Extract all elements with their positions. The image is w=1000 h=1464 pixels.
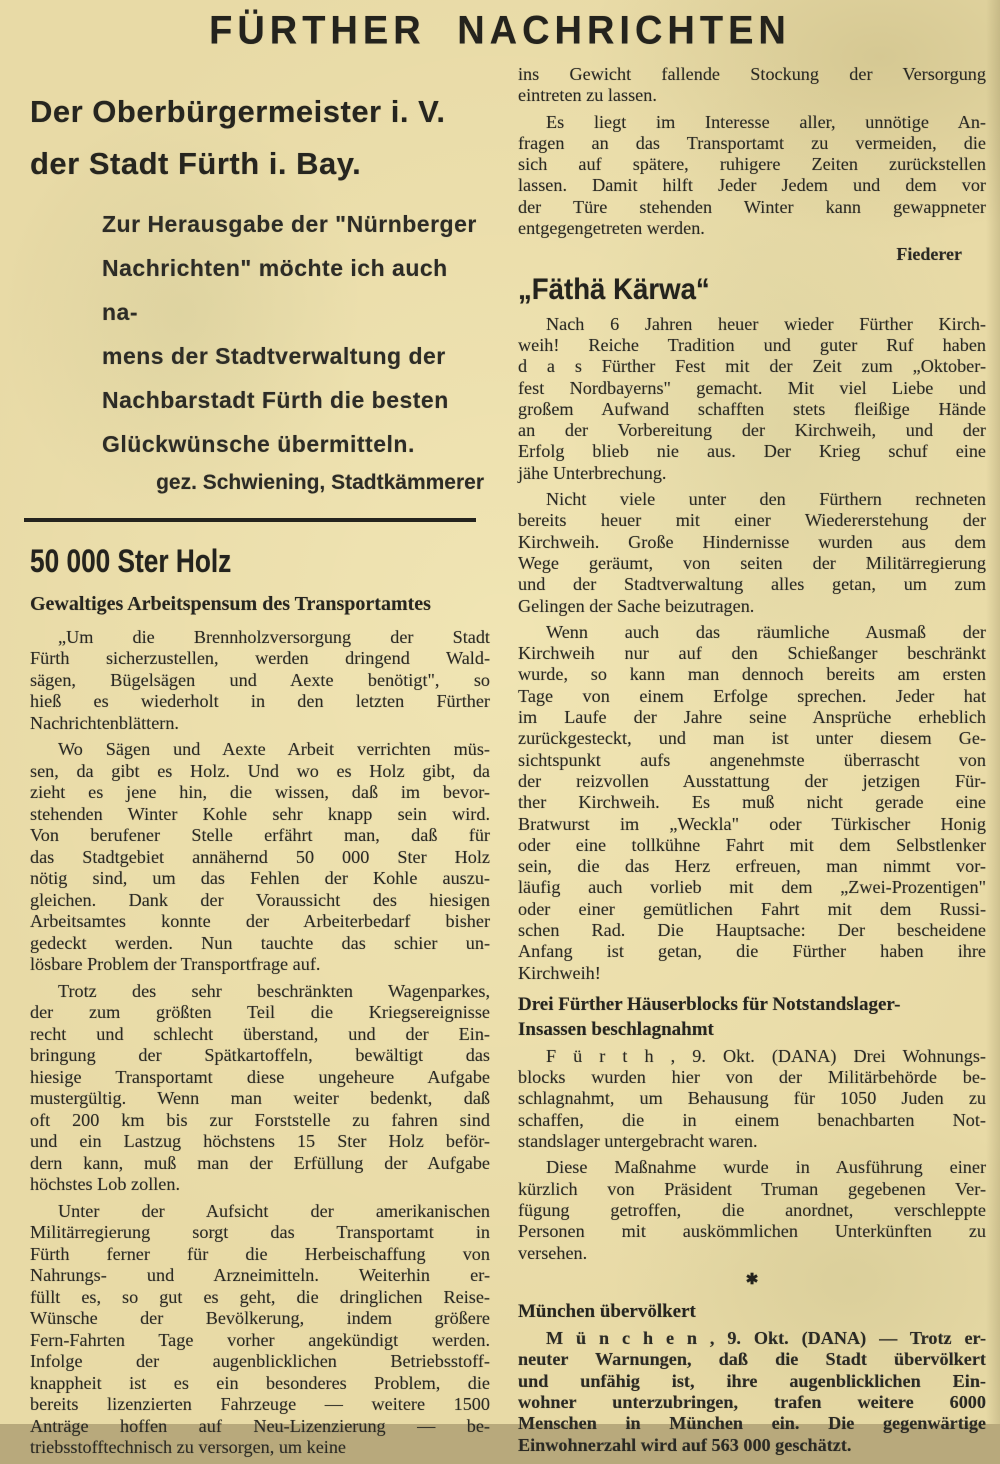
muenchen-article-body [518, 1328, 986, 1456]
text-line: wurde, so kann man dennoch bereits am ersten [518, 664, 986, 685]
text-line: Gelingen der Sache beizutragen. [518, 595, 755, 616]
text-line: neuter Warnungen, daß die Stadt übervölkert [518, 1349, 986, 1370]
text-line: schaffen, die in einem benachbarten Not- [518, 1109, 986, 1130]
text-line: ther Kirchweih. Es muß nicht gerade eine [518, 792, 986, 813]
text-line: Nahrungs- und Arzneimitteln. Weiterhin er- [30, 1265, 490, 1285]
text-line: bereits lizenzierten Fahrzeuge — weitere 1500 [30, 1394, 490, 1414]
text-line: kürzlich von Präsident Truman gegebenen Ver- [518, 1178, 986, 1199]
text-line: Nach 6 Jahren heuer wieder Fürther Kirch- [546, 313, 986, 334]
paragraph [30, 981, 490, 1196]
text-line: M ü n c h e n , 9. Okt. (DANA) — Trotz er- [546, 1328, 986, 1349]
text-line: hiesige Transportamt diese ungeheure Aufgabe [30, 1066, 490, 1087]
text-line: Personen mit auskömmlichen Unterkünften zu [518, 1221, 986, 1242]
text-line: mustergültig. Wenn man weiter bedenkt, daß [30, 1088, 490, 1108]
text-line: Der Oberbürgermeister i. V. [30, 94, 446, 129]
text-line: ins Gewicht fallende Stockung der Versorgung [518, 64, 986, 84]
text-line: Kirchweih. Große Hindernisse wurden aus dem [518, 531, 986, 552]
text-line: dern kann, muß man der Erfüllung der Aufgabe [30, 1152, 490, 1173]
text-line: Insassen beschlagnahmt [518, 1018, 714, 1040]
text-line: fügung getroffen, die anordnet, verschleppte [518, 1199, 986, 1220]
text-line: stehenden Winter Kohle sehr knapp sein wird. [30, 803, 490, 824]
text-line: knappheit ist es ein besonderes Problem, die [30, 1372, 490, 1393]
text-line: Diese Maßnahme wurde in Ausführung einer [546, 1157, 986, 1178]
text-line: Glückwünsche übermitteln. [102, 431, 415, 457]
section-divider-rule [24, 518, 476, 522]
text-line: Arbeitsamtes konnte der Arbeiterbedarf bisher [30, 911, 490, 931]
text-line: Es liegt im Interesse aller, unnötige An- [546, 111, 986, 132]
text-line: Anfang ist getan, die Fürther haben ihre [518, 941, 986, 962]
text-line: läufig auch vorlieb mit dem „Zwei-Prozentigen" [518, 877, 986, 898]
text-line: Einwohnerzahl wird auf 563 000 geschätzt. [518, 1434, 852, 1455]
paragraph [30, 1201, 490, 1459]
text-line: Infolge der augenblicklichen Betriebsstoff- [30, 1351, 490, 1371]
proclamation-message [30, 202, 490, 466]
haeuserblocks-subheadline [518, 992, 986, 1042]
transport-article-signature: Fiederer [896, 244, 962, 265]
paragraph [518, 112, 986, 240]
text-line: blocks wurden hier von der Militärbehörde be- [518, 1067, 986, 1088]
masthead-title: FÜRTHER NACHRICHTEN [209, 9, 791, 53]
text-line: oft 200 km bis zur Forststelle zu fahren sind [30, 1109, 490, 1130]
text-line: oder einer gemütlichen Fahrt mit dem Russi- [518, 898, 986, 919]
paragraph [30, 627, 490, 735]
transport-continuation-body [518, 64, 986, 239]
paragraph [518, 1157, 986, 1263]
text-line: zurückgesteckt, und man ist unter diesem Ge- [518, 728, 986, 749]
text-line: fest Nordbayerns" gemacht. Mit viel Liebe und [518, 377, 986, 398]
proclamation-signature: gez. Schwiening, Stadtkämmerer [156, 471, 484, 494]
text-line: Nachrichten" möchte ich auch na- [102, 255, 448, 325]
kaerwa-article-headline: „Fäthä Kärwa“ [518, 272, 710, 306]
text-line: und der Stadtverwaltung alles getan, um zum [518, 574, 986, 595]
text-line: Fürth sicherzustellen, werden dringend Wald- [30, 648, 490, 668]
haeuserblocks-article-body [518, 1046, 986, 1264]
text-line: Nachbarstadt Fürth die besten [102, 387, 449, 413]
text-line: der zum größten Teil die Kriegsereignisse [30, 1002, 490, 1022]
text-line: hieß es wiederholt in den letzten Fürther [30, 691, 490, 711]
text-line: Trotz des sehr beschränkten Wagenparkes, [58, 980, 490, 1001]
holz-article-headline: 50 000 Ster Holz [30, 542, 232, 579]
paragraph [518, 489, 986, 617]
text-line: Erfolg blieb nie aus. Der Krieg schuf eine [518, 441, 986, 462]
text-line: großem Aufwand schafften stets fleißige Hände [518, 398, 986, 419]
text-line: sägen, Bügelsägen und Aexte benötigt", so [30, 669, 490, 690]
text-line: Von berufener Stelle erfährt man, daß für [30, 825, 490, 845]
text-line: recht und schlecht überstand, und der Ein- [30, 1023, 490, 1044]
text-line: Wo Sägen und Aexte Arbeit verrichten müs- [58, 739, 490, 759]
text-line: Nicht viele unter den Fürthern rechneten [546, 489, 986, 510]
text-line: nötig sind, um das Fehlen der Kohle auszu- [30, 868, 490, 888]
text-line: Menschen in München ein. Die gegenwärtige [518, 1413, 986, 1434]
text-line: Zur Herausgabe der "Nürnberger [102, 211, 477, 237]
text-line: entgegengetreten werden. [518, 218, 705, 239]
text-line: Bratwurst im „Weckla" oder Türkischer Honig [518, 813, 986, 834]
holz-article-body [30, 627, 490, 1459]
text-line: der Stadt Fürth i. Bay. [30, 146, 362, 181]
text-line: gleichen. Dank der Voraussicht des hiesigen [30, 889, 490, 910]
text-line: zieht es jene hin, die wissen, daß im bevor- [30, 782, 490, 802]
text-line: jähe Unterbrechung. [518, 462, 667, 483]
paragraph [518, 1046, 986, 1152]
left-column [30, 86, 490, 1464]
text-line: im Laufe der Jahre seine Ansprüche erheblich [518, 707, 986, 728]
paragraph [518, 314, 986, 484]
kaerwa-article-body [518, 314, 986, 984]
text-line: Wege geräumt, von seiten der Militärregierung [518, 552, 986, 573]
text-line: schlagnahmt, um Behausung für 1050 Juden zu [518, 1088, 986, 1109]
paragraph [30, 739, 490, 976]
holz-article-subheadline: Gewaltiges Arbeitspensum des Transportamtes [30, 592, 431, 615]
text-line: wohner unterzubringen, trafen weitere 6000 [518, 1392, 986, 1413]
text-line: standslager untergebracht waren. [518, 1131, 758, 1152]
proclamation-heading [30, 86, 490, 190]
text-line: Wenn auch das räumliche Ausmaß der [546, 621, 986, 642]
star-separator: ✱ [745, 1271, 759, 1288]
text-line: mens der Stadtverwaltung der [102, 343, 446, 369]
text-line: F ü r t h , 9. Okt. (DANA) Drei Wohnungs- [546, 1045, 986, 1066]
text-line: versehen. [518, 1242, 588, 1263]
text-line: höchstes Lob zollen. [30, 1174, 181, 1194]
text-line: gedeckt werden. Nun tauchte das schier un- [30, 932, 490, 953]
text-line: d a s Fürther Fest mit der Zeit zum „Oktober- [518, 356, 986, 377]
text-line: sen, da gibt es Holz. Und wo es Holz gibt, da [30, 760, 490, 781]
paragraph [518, 622, 986, 984]
text-line: sich auf spätere, ruhigere Zeiten zurückstellen [518, 154, 986, 175]
muenchen-subheadline: München übervölkert [518, 1301, 696, 1323]
right-column [518, 64, 986, 1461]
text-line: sein, die das Herz erfreuen, man nimmt vor- [518, 856, 986, 877]
text-line: Kirchweih! [518, 962, 601, 983]
text-line: der reizvollen Ausstattung der jetzigen Für- [518, 770, 986, 791]
text-line: lassen. Damit hilft Jeder Jedem und dem vor [518, 175, 986, 196]
paragraph [518, 1328, 986, 1456]
text-line: und ein Lastzug höchstens 15 Ster Holz beför- [30, 1131, 490, 1151]
text-line: Tage von einem Erfolge sprechen. Jeder hat [518, 685, 986, 706]
text-line: Anträge hoffen auf Neu-Lizenzierung — be- [30, 1415, 490, 1436]
text-line: an der Vorbereitung der Kirchweih, und der [518, 420, 986, 441]
text-line: Drei Fürther Häuserblocks für Notstandslager- [518, 993, 901, 1015]
text-line: Fürth ferner für die Herbeischaffung von [30, 1243, 490, 1264]
text-line: bringung der Spätkartoffeln, bewältigt das [30, 1045, 490, 1065]
text-line: Militärregierung sorgt das Transportamt in [30, 1222, 490, 1242]
text-line: Nachrichtenblättern. [30, 712, 179, 733]
paragraph [518, 64, 986, 107]
text-line: Wünsche der Bevölkerung, indem größere [30, 1308, 490, 1328]
text-line: weih! Reiche Tradition und guter Ruf haben [518, 334, 986, 355]
text-line: oder eine tollkühne Fahrt mit dem Selbstlenker [518, 834, 986, 855]
text-line: Fern-Fahrten Tage vorher angekündigt werden. [30, 1329, 490, 1350]
text-line: bereits heuer mit einer Wiedererstehung der [518, 510, 986, 531]
text-line: lösbare Problem der Transportfrage auf. [30, 954, 321, 974]
text-line: eintreten zu lassen. [518, 85, 657, 106]
text-line: das Stadtgebiet annähernd 50 000 Ster Holz [30, 846, 490, 867]
text-line: schen Rad. Die Hauptsache: Der bescheidene [518, 919, 986, 940]
text-line: fragen an das Transportamt zu vermeiden, die [518, 132, 986, 153]
text-line: triebsstofftechnisch zu versorgen, um keine [30, 1437, 347, 1457]
text-line: „Um die Brennholzversorgung der Stadt [58, 626, 490, 647]
text-line: Kirchweih nur auf den Schießanger beschränkt [518, 643, 986, 664]
text-line: füllt es, so gut es geht, die dringlichen Reise- [30, 1286, 490, 1307]
text-line: der Türe stehenden Winter kann gewappneter [518, 196, 986, 217]
text-line: und unfähig ist, ihre augenblicklichen Ein- [518, 1370, 986, 1391]
text-line: Unter der Aufsicht der amerikanischen [58, 1200, 490, 1221]
text-line: sichtspunkt aufs angenehmste überrascht von [518, 749, 986, 770]
